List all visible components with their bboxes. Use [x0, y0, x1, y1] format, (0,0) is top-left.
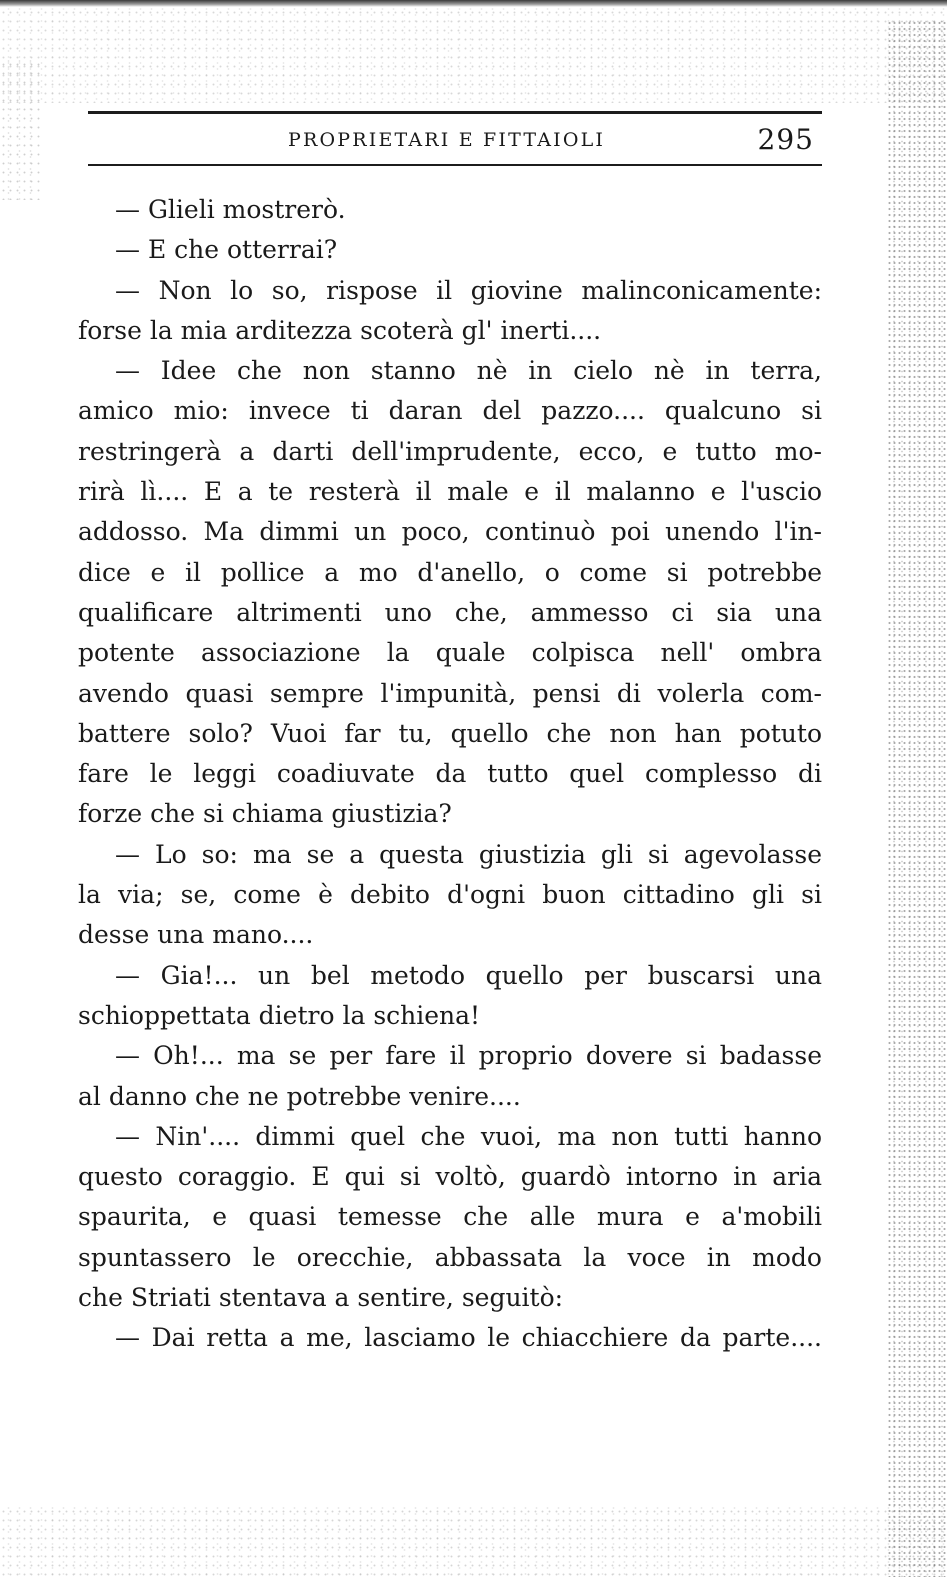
text-line: spaurita, e quasi temesse che alle mura e a'mobili	[78, 1202, 822, 1232]
body-text	[78, 190, 822, 1359]
text-line: fare le leggi coadiuvate da tutto quel complesso di	[78, 759, 822, 789]
text-line: addosso. Ma dimmi un poco, continuò poi unendo l'in-	[78, 517, 822, 547]
running-title: PROPRIETARI E FITTAIOLI	[288, 129, 606, 151]
text-line: dice e il pollice a mo d'anello, o come si potrebbe	[78, 557, 822, 587]
text-line: — Oh!... ma se per fare il proprio dovere si badasse	[115, 1041, 822, 1071]
text-line: — Non lo so, rispose il giovine malinconicamente:	[115, 275, 822, 305]
running-head	[88, 121, 822, 159]
text-line: la via; se, come è debito d'ogni buon cittadino gli si	[78, 880, 822, 910]
text-line: rirà lì.... E a te resterà il male e il malanno e l'uscio	[78, 477, 822, 507]
scan-noise-left	[0, 60, 40, 200]
text-line: amico mio: invece ti daran del pazzo.... qualcuno si	[78, 396, 822, 426]
scan-noise-bottom	[0, 1507, 947, 1577]
scan-noise-top	[0, 8, 947, 103]
text-line: al danno che ne potrebbe venire....	[78, 1081, 521, 1111]
page-number: 295	[757, 123, 814, 156]
text-line: desse una mano....	[78, 920, 314, 950]
text-line: — Lo so: ma se a questa giustizia gli si agevolasse	[115, 839, 822, 869]
text-line: restringerà a darti dell'imprudente, ecco, e tutto mo-	[78, 436, 822, 466]
text-line: — Gia!... un bel metodo quello per buscarsi una	[115, 960, 822, 990]
text-line: battere solo? Vuoi far tu, quello che non han potuto	[78, 718, 822, 748]
text-line: potente associazione la quale colpisca nell' ombra	[78, 638, 822, 668]
scan-noise-right	[887, 20, 947, 1577]
text-line: — E che otterrai?	[115, 235, 338, 265]
text-line: spuntassero le orecchie, abbassata la voce in modo	[78, 1242, 822, 1272]
text-line: che Striati stentava a sentire, seguitò:	[78, 1283, 564, 1313]
text-line: schioppettata dietro la schiena!	[78, 1000, 481, 1030]
header-rule-bottom	[88, 164, 822, 166]
text-line: avendo quasi sempre l'impunità, pensi di volerla com-	[78, 678, 822, 708]
text-line: forze che si chiama giustizia?	[78, 799, 452, 829]
text-line: — Nin'.... dimmi quel che vuoi, ma non tutti hanno	[115, 1121, 822, 1151]
text-line: forse la mia arditezza scoterà gl' inerti....	[78, 315, 602, 345]
text-line: — Glieli mostrerò.	[115, 195, 346, 224]
scan-top-edge	[0, 0, 947, 7]
text-line: — Dai retta a me, lasciamo le chiacchiere da parte....	[115, 1323, 822, 1353]
text-line: questo coraggio. E qui si voltò, guardò intorno in aria	[78, 1162, 822, 1192]
header-rule-top	[88, 111, 822, 114]
text-line: — Idee che non stanno nè in cielo nè in terra,	[115, 356, 822, 386]
text-line: qualificare altrimenti uno che, ammesso ci sia una	[78, 597, 822, 627]
